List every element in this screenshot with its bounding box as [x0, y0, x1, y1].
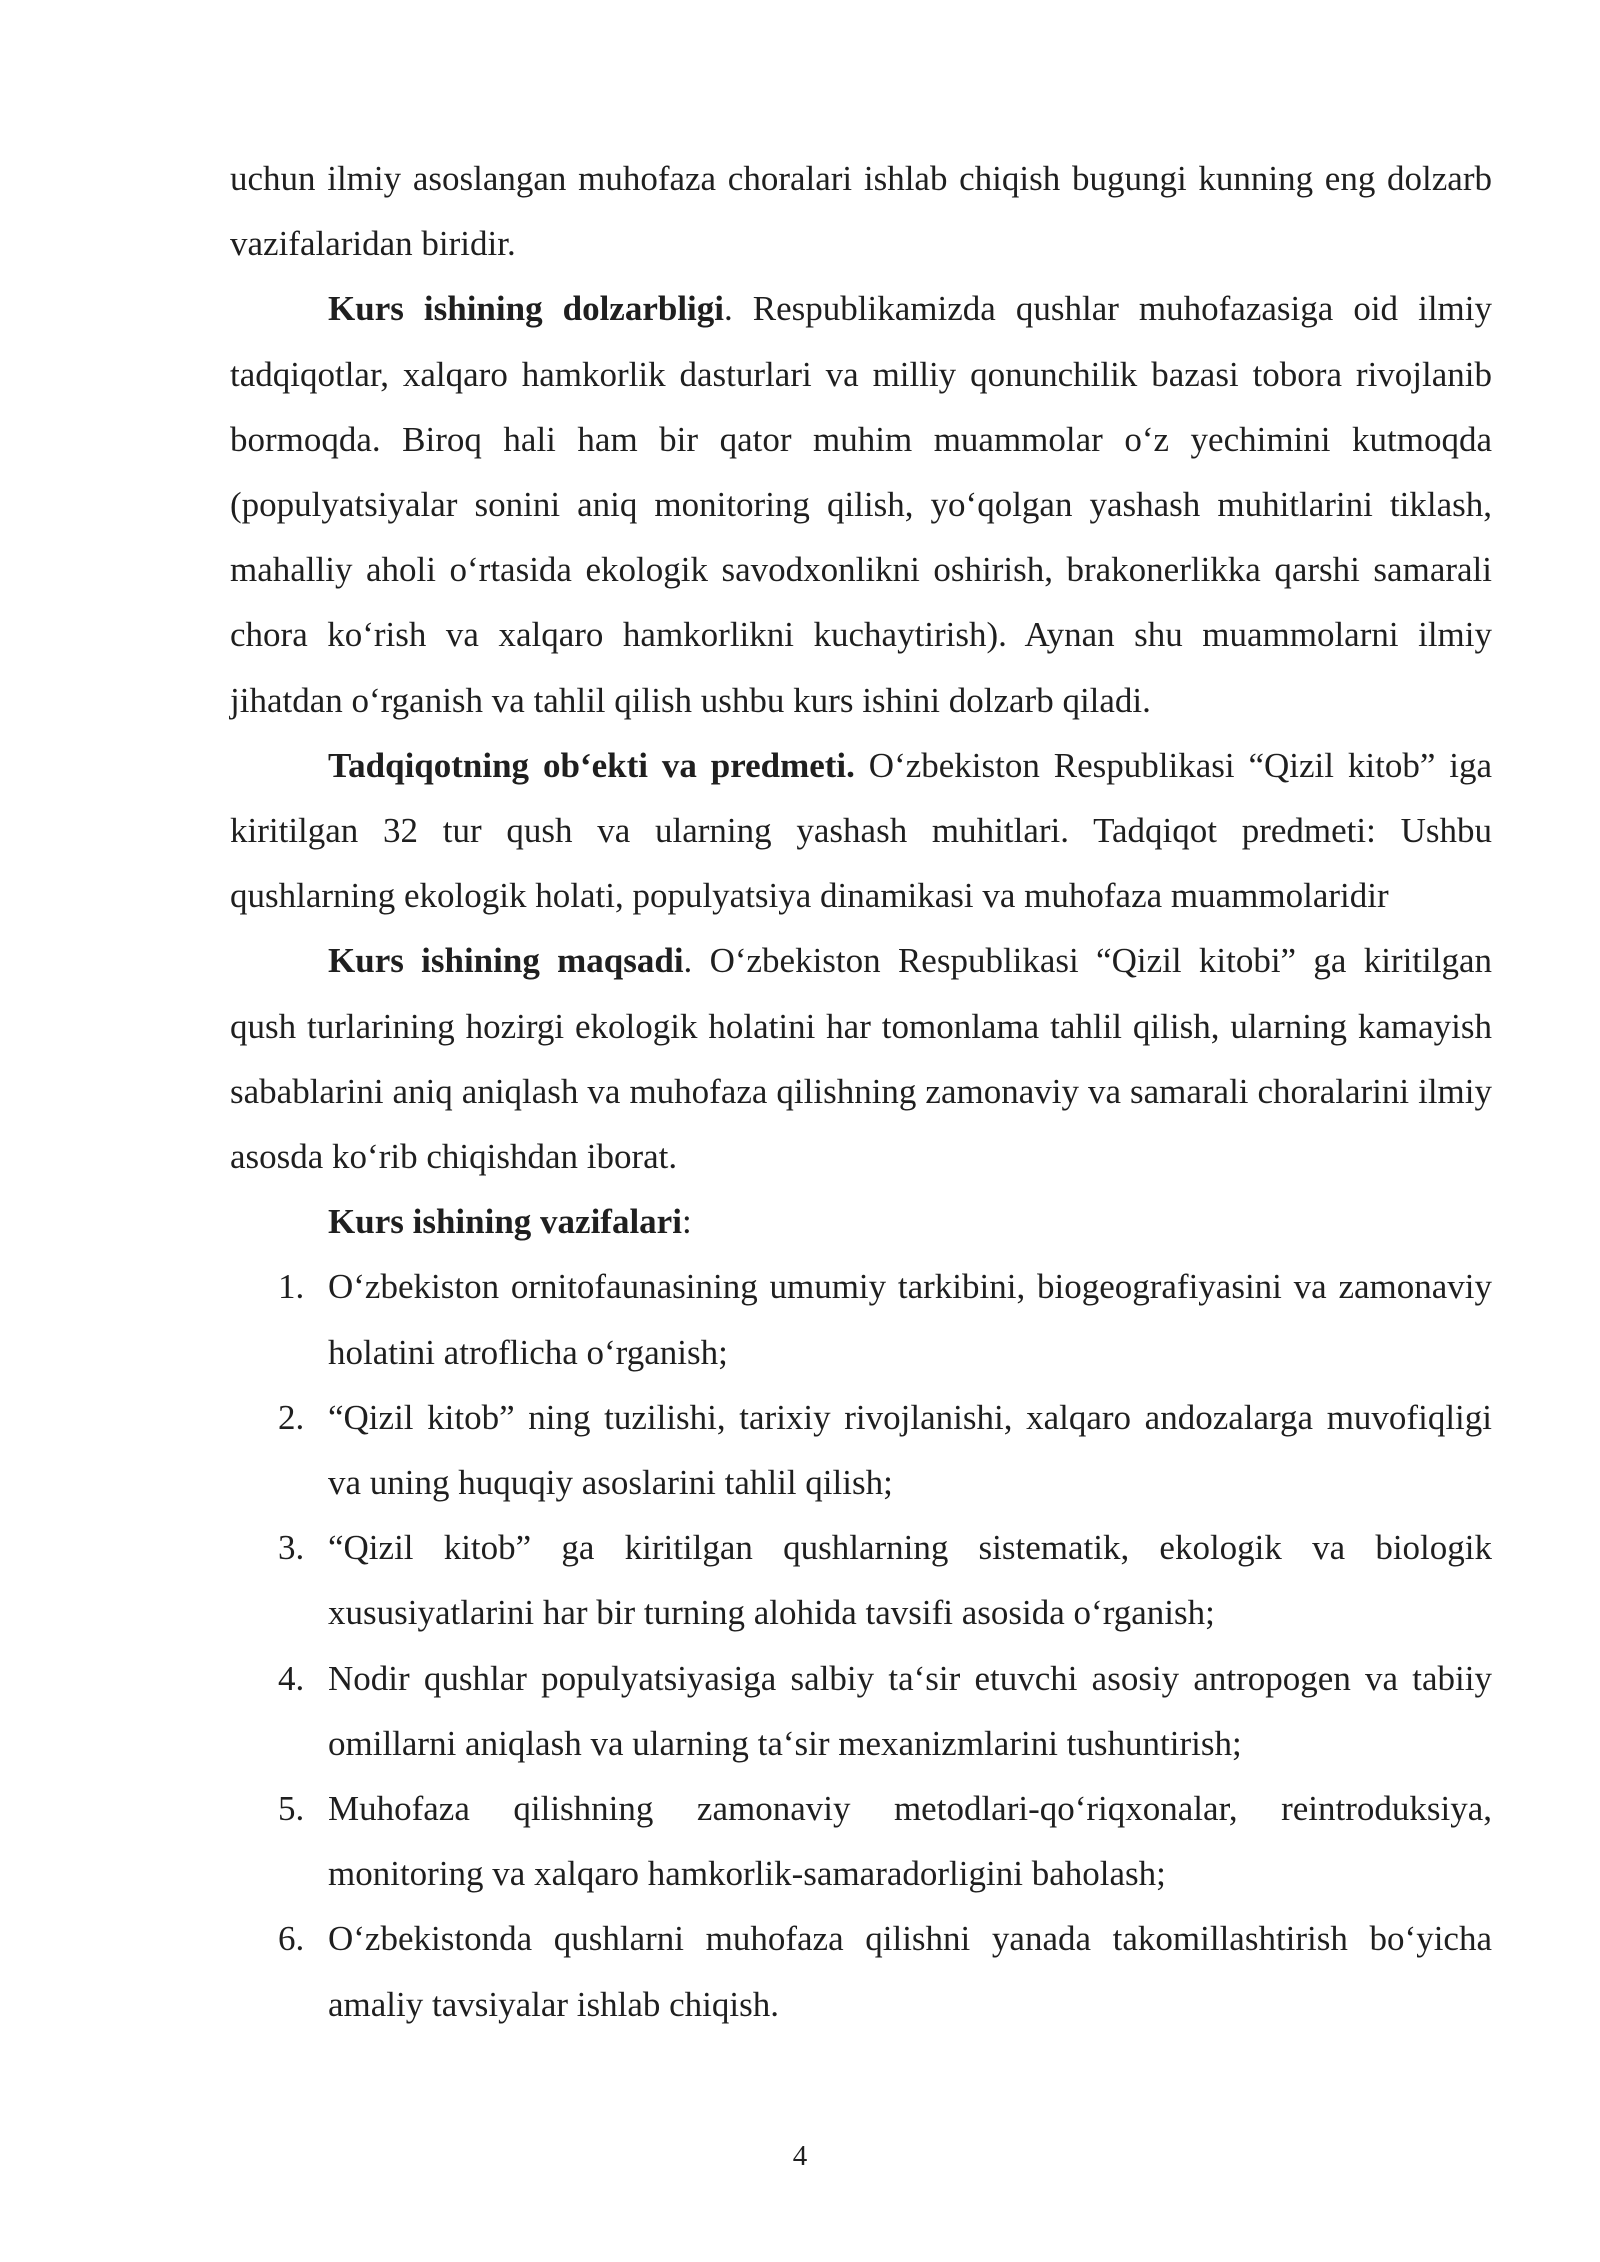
object-subject-text: O‘zbekiston Respublikasi “Qizil kitob” iga kiritilgan 32 tur qush va ularning yashash muhitlari. Tadqiqot predmeti: Ushbu qushlarning ekologik holati, populyatsiya dinamikasi va muhofaza muammolaridir	[230, 745, 1493, 916]
task-item	[230, 1254, 1492, 1384]
continuation-text: uchun ilmiy asoslangan muhofaza choralari ishlab chiqish bugungi kunning eng dolzarb vazifalaridan biridir.	[230, 159, 1492, 264]
task-item	[230, 1515, 1492, 1645]
relevance-heading-punct: .	[724, 289, 733, 329]
task-text: O‘zbekistonda qushlarni muhofaza qilishni yanada takomillashtirish bo‘yicha amaliy tavsiyalar ishlab chiqish.	[328, 1919, 1492, 2024]
task-number: 5.	[278, 1789, 305, 1829]
tasks-heading-paragraph	[230, 1189, 1492, 1254]
task-number: 1.	[278, 1267, 305, 1307]
goal-heading-punct: .	[683, 941, 693, 981]
task-text: Muhofaza qilishning zamonaviy metodlari-qo‘riqxonalar, reintroduksiya, monitoring va xalqaro hamkorlik-samaradorligini baholash;	[328, 1789, 1492, 1894]
task-item	[230, 1906, 1492, 2036]
tasks-heading-punct: :	[681, 1202, 692, 1242]
task-text: “Qizil kitob” ga kiritilgan qushlarning sistematik, ekologik va biologik xususiyatlarini har bir turning alohida tavsifi asosida o‘rganish;	[328, 1528, 1492, 1633]
continuation-paragraph	[230, 146, 1492, 276]
object-subject-paragraph	[230, 733, 1492, 929]
task-item	[230, 1385, 1492, 1515]
tasks-heading: Kurs ishining vazifalari	[328, 1202, 682, 1242]
relevance-paragraph	[230, 276, 1492, 732]
task-number: 2.	[278, 1397, 305, 1437]
task-item	[230, 1776, 1492, 1906]
relevance-text: Respublikamizda qushlar muhofazasiga oid ilmiy tadqiqotlar, xalqaro hamkorlik dasturlari va milliy qonunchilik bazasi tobora rivojlanib bormoqda. Biroq hali ham bir qator muhim muammolar o‘z yechimini kutmoqda (populyatsiyalar sonini aniq monitoring qilish, yo‘qolgan yashash muhitlarini tiklash, mahalliy aholi o‘rtasida ekologik savodxonlikni oshirish, brakonerlikka qarshi samarali chora ko‘rish va xalqaro hamkorlikni kuchaytirish). Aynan shu muammolarni ilmiy jihatdan o‘rganish va tahlil qilish ushbu kurs ishini dolzarb qiladi.	[230, 289, 1492, 720]
goal-heading: Kurs ishining maqsadi	[328, 941, 684, 981]
task-number: 4.	[278, 1658, 305, 1698]
goal-text: O‘zbekiston Respublikasi “Qizil kitobi” ga kiritilgan qush turlarining hozirgi ekologik holatini har tomonlama tahlil qilish, ularning kamayish sabablarini aniq aniqlash va muhofaza qilishning zamonaviy va samarali choralarini ilmiy asosda ko‘rib chiqishdan iborat.	[230, 941, 1492, 1177]
document-page	[230, 146, 1492, 2037]
task-text: O‘zbekiston ornitofaunasining umumiy tarkibini, biogeografiyasini va zamonaviy holatini atroflicha o‘rganish;	[328, 1267, 1492, 1372]
tasks-list	[230, 1254, 1492, 2036]
task-number: 3.	[278, 1528, 305, 1568]
task-text: “Qizil kitob” ning tuzilishi, tarixiy rivojlanishi, xalqaro andozalarga muvofiqligi va uning huquqiy asoslarini tahlil qilish;	[328, 1397, 1492, 1503]
page-number: 4	[792, 2140, 808, 2172]
task-text: Nodir qushlar populyatsiyasiga salbiy ta‘sir etuvchi asosiy antropogen va tabiiy omillarni aniqlash va ularning ta‘sir mexanizmlarini tushuntirish;	[328, 1658, 1492, 1763]
task-number: 6.	[278, 1919, 305, 1959]
task-item	[230, 1646, 1492, 1776]
object-subject-heading: Tadqiqotning ob‘ekti va predmeti.	[328, 745, 855, 785]
relevance-heading: Kurs ishining dolzarbligi	[328, 289, 725, 329]
goal-paragraph	[230, 928, 1492, 1189]
